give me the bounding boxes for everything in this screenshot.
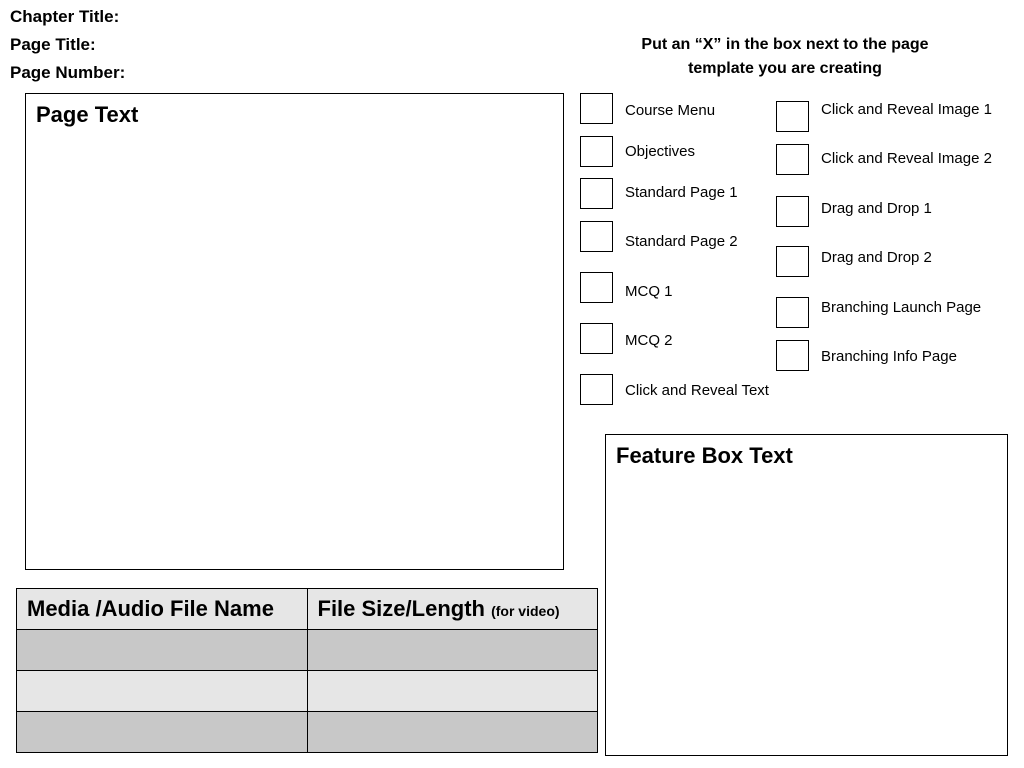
click-reveal-image-2-label: Click and Reveal Image 2 xyxy=(821,150,992,167)
page-text-title: Page Text xyxy=(36,102,139,127)
drag-drop-1-label: Drag and Drop 1 xyxy=(821,200,932,217)
media-table-header-row xyxy=(17,589,598,630)
standard-page-1-label: Standard Page 1 xyxy=(625,184,738,201)
branching-info-checkbox[interactable] xyxy=(776,340,809,371)
page-text-box[interactable] xyxy=(25,93,564,570)
feature-box-title: Feature Box Text xyxy=(616,443,793,468)
course-menu-label: Course Menu xyxy=(625,102,716,119)
media-file-name-cell[interactable] xyxy=(17,671,308,712)
mcq-1-label: MCQ 1 xyxy=(625,283,673,300)
media-file-name-header xyxy=(17,589,308,630)
file-size-length-cell[interactable] xyxy=(307,712,598,753)
click-reveal-text-checkbox[interactable] xyxy=(580,374,613,405)
page-title-label: Page Title: xyxy=(10,35,96,54)
branching-launch-label: Branching Launch Page xyxy=(821,299,982,316)
mcq-1-checkbox[interactable] xyxy=(580,272,613,303)
objectives-label: Objectives xyxy=(625,143,696,160)
media-file-name-cell[interactable] xyxy=(17,630,308,671)
standard-page-1-checkbox[interactable] xyxy=(580,178,613,209)
media-file-name-cell[interactable] xyxy=(17,712,308,753)
media-file-table xyxy=(16,588,598,753)
file-size-length-cell[interactable] xyxy=(307,671,598,712)
click-reveal-image-1-checkbox[interactable] xyxy=(776,101,809,132)
file-size-length-cell[interactable] xyxy=(307,630,598,671)
branching-launch-checkbox[interactable] xyxy=(776,297,809,328)
template-instructions xyxy=(610,33,960,81)
chapter-title-label: Chapter Title: xyxy=(10,7,120,26)
table-row xyxy=(17,630,598,671)
drag-drop-2-checkbox[interactable] xyxy=(776,246,809,277)
branching-info-label: Branching Info Page xyxy=(821,348,957,365)
file-size-length-header-text: File Size/Length xyxy=(317,596,485,621)
course-menu-checkbox[interactable] xyxy=(580,93,613,124)
file-size-length-header xyxy=(307,589,598,630)
instructions-line-1: Put an “X” in the box next to the page xyxy=(641,36,929,53)
objectives-checkbox[interactable] xyxy=(580,136,613,167)
table-row xyxy=(17,712,598,753)
file-size-length-note: (for video) xyxy=(491,603,560,619)
standard-page-2-label: Standard Page 2 xyxy=(625,233,738,250)
instructions-line-2: template you are creating xyxy=(688,60,882,77)
click-reveal-image-1-label: Click and Reveal Image 1 xyxy=(821,101,992,118)
click-reveal-image-2-checkbox[interactable] xyxy=(776,144,809,175)
table-row xyxy=(17,671,598,712)
mcq-2-checkbox[interactable] xyxy=(580,323,613,354)
standard-page-2-checkbox[interactable] xyxy=(580,221,613,252)
click-reveal-text-label: Click and Reveal Text xyxy=(625,382,769,399)
media-file-name-header-text: Media /Audio File Name xyxy=(27,596,274,621)
drag-drop-2-label: Drag and Drop 2 xyxy=(821,249,932,266)
feature-box[interactable] xyxy=(605,434,1008,756)
drag-drop-1-checkbox[interactable] xyxy=(776,196,809,227)
page-number-label: Page Number: xyxy=(10,63,126,82)
mcq-2-label: MCQ 2 xyxy=(625,332,673,349)
